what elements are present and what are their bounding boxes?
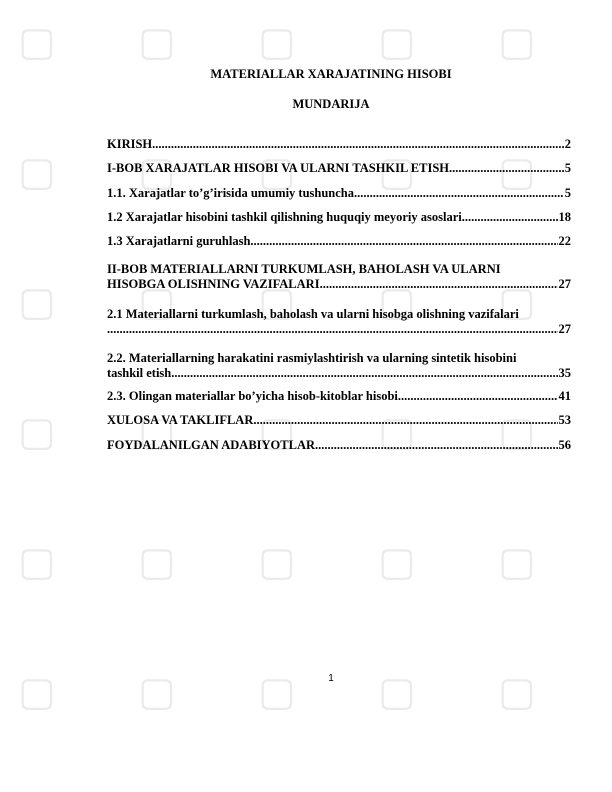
toc-entry-page-number: 53 bbox=[558, 413, 571, 427]
toc-dot-leader bbox=[462, 210, 558, 225]
page-number: 1 bbox=[328, 673, 334, 684]
toc-entry-title: 2.3. Olingan materiallar bo’yicha hisob-kitoblar hisobi bbox=[107, 389, 398, 403]
toc-dot-leader bbox=[253, 413, 557, 428]
toc-entry-leader-line bbox=[107, 186, 571, 201]
toc-entry-page-number: 5 bbox=[564, 186, 571, 200]
toc-entry-page-number: 41 bbox=[558, 389, 571, 403]
toc-entry-leader-line bbox=[107, 389, 571, 404]
toc-entry-page-number: 56 bbox=[558, 438, 571, 452]
toc-entry-title-line: II-BOB MATERIALLARNI TURKUMLASH, BAHOLASH VA ULARNI bbox=[107, 262, 501, 276]
toc-entry[interactable] bbox=[107, 389, 571, 404]
toc-entry-page-number: 22 bbox=[558, 234, 571, 248]
toc-entry-title: HISOBGA OLISHNING VAZIFALARI bbox=[107, 277, 320, 291]
toc-entry[interactable] bbox=[107, 413, 571, 428]
toc-dot-leader bbox=[354, 186, 564, 201]
toc-entry-title-line: 2.1 Materiallarni turkumlash, baholash va ularni hisobga olishning vazifalari bbox=[107, 307, 519, 321]
toc-entry-leader-line bbox=[107, 413, 571, 428]
toc-entry-page-number: 5 bbox=[564, 161, 571, 175]
toc-heading: MUNDARIJA bbox=[292, 97, 370, 111]
toc-entry[interactable] bbox=[107, 262, 571, 292]
toc-dot-leader bbox=[449, 161, 564, 176]
toc-dot-leader bbox=[107, 322, 558, 337]
toc-entry-page-number: 27 bbox=[558, 277, 571, 291]
toc-entry-title-line: 2.2. Materiallarning harakatini rasmiylashtirish va ularning sintetik hisobini bbox=[107, 351, 517, 365]
toc-entry-title: KIRISH bbox=[107, 137, 153, 151]
toc-entry-title: FOYDALANILGAN ADABIYOTLAR bbox=[107, 438, 316, 452]
toc-entry-leader-line bbox=[107, 210, 571, 225]
toc-entry-title: 1.3 Xarajatlarni guruhlash bbox=[107, 234, 251, 248]
toc-entry-leader-line bbox=[107, 234, 571, 249]
toc-entry[interactable] bbox=[107, 438, 571, 453]
toc-entry-title: 1.1. Xarajatlar to’g’irisida umumiy tushuncha bbox=[107, 186, 355, 200]
toc-entry-page-number: 35 bbox=[558, 366, 571, 380]
toc-entry-title: tashkil etish bbox=[107, 366, 172, 380]
toc-entry-leader-line bbox=[107, 161, 571, 176]
toc-entry[interactable] bbox=[107, 351, 571, 381]
toc-dot-leader bbox=[152, 137, 564, 152]
toc-entry-title: I-BOB XARAJATLAR HISOBI VA ULARNI TASHKIL ETISH bbox=[107, 161, 449, 175]
toc-dot-leader bbox=[171, 366, 557, 381]
toc-entry-leader-line bbox=[107, 137, 571, 152]
toc-entry[interactable] bbox=[107, 234, 571, 249]
toc-entry-leader-line bbox=[107, 277, 571, 292]
toc-dot-leader bbox=[320, 277, 558, 292]
toc-entry[interactable] bbox=[107, 210, 571, 225]
toc-entry-leader-line bbox=[107, 438, 571, 453]
toc-entry-leader-line bbox=[107, 322, 571, 337]
toc-entry[interactable] bbox=[107, 137, 571, 152]
toc-entry-title: 1.2 Xarajatlar hisobini tashkil qilishning huquqiy meyoriy asoslari bbox=[107, 210, 462, 224]
toc-entry-leader-line bbox=[107, 366, 571, 381]
toc-entry-page-number: 18 bbox=[558, 210, 571, 224]
toc-entry-page-number: 27 bbox=[558, 322, 571, 336]
toc-dot-leader bbox=[250, 234, 557, 249]
toc-entry[interactable] bbox=[107, 161, 571, 176]
toc-entry[interactable] bbox=[107, 186, 571, 201]
toc-entry-title: XULOSA VA TAKLIFLAR bbox=[107, 413, 254, 427]
toc-entry[interactable] bbox=[107, 307, 571, 337]
toc-dot-leader bbox=[398, 389, 558, 404]
toc-entry-page-number: 2 bbox=[564, 137, 571, 151]
toc-dot-leader bbox=[315, 438, 557, 453]
document-title: MATERIALLAR XARAJATINING HISOBI bbox=[210, 67, 452, 81]
